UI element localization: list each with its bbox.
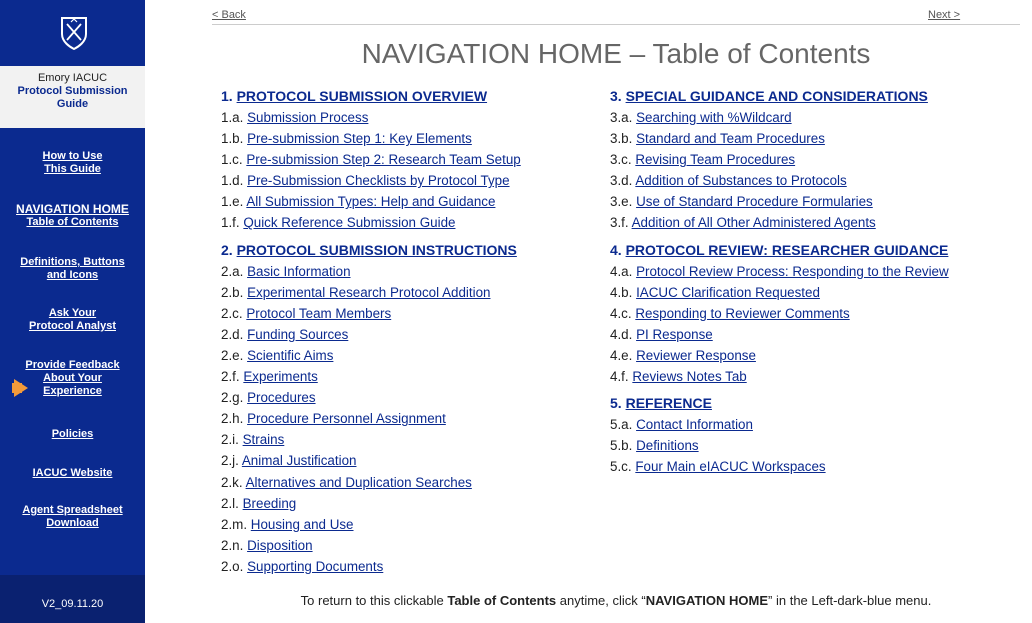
section-heading bbox=[221, 240, 601, 261]
toc-item-number: 2.f. bbox=[221, 369, 240, 385]
toc-item-number: 1.f. bbox=[221, 215, 240, 231]
toc-item bbox=[610, 366, 1020, 387]
section-heading bbox=[610, 86, 1020, 107]
guide-title-name: Protocol Submission Guide bbox=[17, 85, 128, 110]
section-heading bbox=[610, 393, 1020, 414]
footer-text: To return to this clickable bbox=[300, 593, 448, 608]
toc-item bbox=[221, 387, 601, 408]
toc-item bbox=[221, 303, 601, 324]
sidebar-link-line: Table of Contents bbox=[26, 216, 119, 228]
toc-item bbox=[610, 170, 1020, 191]
toc-item-number: 2.b. bbox=[221, 284, 244, 300]
toc-item-link[interactable]: Contact Information bbox=[636, 417, 753, 433]
toc-item-link[interactable]: Experiments bbox=[243, 369, 318, 385]
toc-item bbox=[221, 493, 601, 514]
toc-item-link[interactable]: Supporting Documents bbox=[247, 558, 384, 574]
toc-item-link[interactable]: Reviewer Response bbox=[636, 347, 756, 363]
toc-item bbox=[221, 408, 601, 429]
section-number: 4. bbox=[610, 241, 622, 258]
toc-item-link[interactable]: Four Main eIACUC Workspaces bbox=[635, 459, 826, 475]
section-heading bbox=[221, 86, 601, 107]
toc-item-link[interactable]: IACUC Clarification Requested bbox=[636, 284, 820, 300]
toc-item-number: 3.f. bbox=[610, 215, 629, 231]
toc-item bbox=[221, 514, 601, 535]
toc-item-number: 3.b. bbox=[610, 131, 633, 147]
toc-item bbox=[221, 212, 601, 233]
toc-item bbox=[221, 429, 601, 450]
toc-item-number: 1.d. bbox=[221, 173, 244, 189]
footer-text: ” in the Left-dark-blue menu. bbox=[768, 593, 932, 608]
toc-item bbox=[221, 261, 601, 282]
toc-item bbox=[610, 282, 1020, 303]
toc-item bbox=[610, 191, 1020, 212]
toc-item-number: 2.a. bbox=[221, 263, 244, 279]
section-title-link[interactable]: REFERENCE bbox=[625, 395, 712, 412]
toc-item-link[interactable]: Breeding bbox=[242, 495, 297, 511]
footer-text: anytime, click “ bbox=[556, 593, 646, 608]
toc-item-number: 2.k. bbox=[221, 474, 243, 490]
toc-item-link[interactable]: Addition of Substances to Protocols bbox=[635, 173, 847, 189]
toc-item-number: 2.o. bbox=[221, 558, 244, 574]
sidebar-link-definitions[interactable] bbox=[0, 256, 145, 282]
shield-icon bbox=[60, 16, 88, 50]
toc-item-number: 1.a. bbox=[221, 110, 244, 125]
toc-item-link[interactable]: Procedures bbox=[247, 390, 316, 406]
toc-item-number: 2.j. bbox=[221, 453, 239, 469]
toc-item bbox=[221, 170, 601, 191]
toc-item-number: 4.e. bbox=[610, 347, 633, 363]
toc-item-number: 5.b. bbox=[610, 438, 633, 454]
toc-item bbox=[221, 535, 601, 556]
toc-item-number: 1.b. bbox=[221, 131, 244, 147]
toc-item bbox=[221, 366, 601, 387]
sidebar-link-line: How to Use bbox=[42, 150, 103, 162]
toc-item bbox=[221, 556, 601, 577]
toc-item-link[interactable]: Basic Information bbox=[247, 263, 351, 279]
toc-item bbox=[610, 303, 1020, 324]
sidebar-link-line: IACUC Website bbox=[32, 467, 113, 479]
toc-item bbox=[221, 107, 601, 128]
section-number: 3. bbox=[610, 88, 622, 104]
toc-item-number: 2.h. bbox=[221, 411, 244, 427]
header-divider bbox=[212, 24, 1020, 25]
toc-item-link[interactable]: Submission Process bbox=[247, 110, 369, 125]
toc-item bbox=[610, 456, 1020, 477]
section-title-link[interactable]: PROTOCOL SUBMISSION OVERVIEW bbox=[236, 88, 488, 104]
toc-item-number: 2.d. bbox=[221, 326, 244, 342]
toc-item-link[interactable]: Pre-Submission Checklists by Protocol Type bbox=[247, 173, 510, 189]
sidebar-link-line: Provide Feedback bbox=[25, 359, 120, 371]
toc-item-number: 4.a. bbox=[610, 263, 633, 279]
sidebar-link-line: Ask Your bbox=[48, 307, 97, 319]
toc-item bbox=[221, 191, 601, 212]
toc-item-number: 4.c. bbox=[610, 305, 632, 321]
section-number: 5. bbox=[610, 395, 622, 412]
toc-item-link[interactable]: Pre-submission Step 1: Key Elements bbox=[247, 131, 472, 147]
guide-title-org: Emory IACUC bbox=[37, 72, 108, 84]
sidebar-link-line: Download bbox=[46, 517, 99, 529]
toc-item bbox=[610, 107, 1020, 128]
toc-item-number: 2.l. bbox=[221, 495, 239, 511]
sidebar-link-iacuc-website[interactable] bbox=[0, 467, 145, 480]
toc-item-number: 2.m. bbox=[221, 516, 248, 532]
footer-bold-nav: NAVIGATION HOME bbox=[645, 593, 769, 608]
toc-item-link[interactable]: Pre-submission Step 2: Research Team Setup bbox=[246, 152, 521, 168]
toc-item-link[interactable]: Standard and Team Procedures bbox=[636, 131, 825, 147]
toc-item bbox=[221, 345, 601, 366]
sidebar-link-line: Definitions, Buttons bbox=[20, 256, 125, 268]
toc-item bbox=[610, 149, 1020, 170]
toc-item bbox=[610, 261, 1020, 282]
toc-item-link[interactable]: Experimental Research Protocol Addition bbox=[247, 284, 491, 300]
toc-item-link[interactable]: Addition of All Other Administered Agents bbox=[631, 215, 876, 231]
toc-item-number: 2.n. bbox=[221, 537, 244, 553]
sidebar-link-line: Agent Spreadsheet bbox=[22, 504, 123, 516]
toc-item-link[interactable]: PI Response bbox=[636, 326, 713, 342]
sidebar-link-policies[interactable] bbox=[0, 428, 145, 441]
toc-item-link[interactable]: Quick Reference Submission Guide bbox=[243, 215, 456, 231]
toc-item bbox=[610, 324, 1020, 345]
toc-item-number: 3.e. bbox=[610, 194, 633, 210]
toc-item-link[interactable]: Protocol Review Process: Responding to the Review bbox=[636, 263, 949, 279]
toc-item-number: 2.g. bbox=[221, 390, 244, 406]
toc-item bbox=[221, 324, 601, 345]
sidebar-link-how-to-use[interactable] bbox=[0, 150, 145, 176]
toc-item-number: 4.b. bbox=[610, 284, 633, 300]
toc-item-number: 3.d. bbox=[610, 173, 633, 189]
guide-title-box bbox=[0, 66, 145, 128]
toc-item-link[interactable]: Responding to Reviewer Comments bbox=[635, 305, 850, 321]
toc-item-number: 2.e. bbox=[221, 347, 244, 363]
sidebar-link-ask-analyst[interactable] bbox=[0, 307, 145, 333]
sidebar-link-navigation-home[interactable] bbox=[0, 203, 145, 229]
sidebar-link-line: and Icons bbox=[46, 269, 99, 281]
toc-item bbox=[221, 149, 601, 170]
toc-item-number: 4.f. bbox=[610, 369, 629, 385]
sidebar-link-agent-spreadsheet[interactable] bbox=[0, 504, 145, 530]
toc-item bbox=[610, 128, 1020, 149]
toc-item bbox=[610, 345, 1020, 366]
toc-item-number: 3.c. bbox=[610, 152, 632, 168]
toc-item-link[interactable]: Protocol Team Members bbox=[246, 305, 392, 321]
section-title-link[interactable]: PROTOCOL REVIEW: RESEARCHER GUIDANCE bbox=[625, 241, 949, 258]
toc-item-link[interactable]: Funding Sources bbox=[247, 326, 349, 342]
version-label: V2_09.11.20 bbox=[41, 598, 104, 610]
toc-item-number: 5.a. bbox=[610, 417, 633, 433]
toc-item-link[interactable]: Procedure Personnel Assignment bbox=[247, 411, 446, 427]
toc-item-link[interactable]: Revising Team Procedures bbox=[635, 152, 796, 168]
toc-item-link[interactable]: Definitions bbox=[636, 438, 699, 454]
toc-item-number: 4.d. bbox=[610, 326, 633, 342]
toc-item-link[interactable]: Disposition bbox=[247, 537, 313, 553]
toc-item-link[interactable]: Use of Standard Procedure Formularies bbox=[636, 194, 873, 210]
toc-item-link[interactable]: Housing and Use bbox=[250, 516, 354, 532]
toc-item-link[interactable]: Alternatives and Duplication Searches bbox=[245, 474, 472, 490]
section-number: 2. bbox=[221, 241, 233, 258]
sidebar-link-line: This Guide bbox=[44, 163, 101, 175]
toc-item bbox=[610, 414, 1020, 435]
footer-bold-toc: Table of Contents bbox=[447, 593, 557, 608]
toc-item-number: 2.i. bbox=[221, 432, 239, 448]
toc-column-right bbox=[610, 86, 1020, 477]
toc-item bbox=[221, 450, 601, 471]
emory-logo bbox=[12, 12, 134, 62]
toc-item-link[interactable]: All Submission Types: Help and Guidance bbox=[246, 194, 496, 210]
section-title-link[interactable]: PROTOCOL SUBMISSION INSTRUCTIONS bbox=[236, 241, 517, 258]
next-link[interactable]: Next > bbox=[928, 9, 961, 21]
toc-item bbox=[610, 435, 1020, 456]
section-heading bbox=[610, 240, 1020, 261]
section-title-link[interactable]: SPECIAL GUIDANCE AND CONSIDERATIONS bbox=[625, 88, 928, 104]
toc-item-link[interactable]: Animal Justification bbox=[241, 453, 357, 469]
toc-item-link[interactable]: Searching with %Wildcard bbox=[636, 110, 792, 125]
toc-column-left bbox=[221, 86, 601, 577]
sidebar-link-line: Protocol Analyst bbox=[29, 320, 116, 332]
section-number: 1. bbox=[221, 88, 233, 104]
toc-item-number: 1.e. bbox=[221, 194, 244, 210]
sidebar-link-line: About Your bbox=[43, 372, 102, 384]
toc-item-link[interactable]: Reviews Notes Tab bbox=[632, 369, 747, 385]
page-title: NAVIGATION HOME – Table of Contents bbox=[361, 38, 871, 69]
toc-item bbox=[221, 472, 601, 493]
arrow-right-icon bbox=[14, 379, 28, 397]
toc-item-link[interactable]: Scientific Aims bbox=[247, 347, 334, 363]
toc-item-number: 5.c. bbox=[610, 459, 632, 475]
sidebar-link-line: Experience bbox=[43, 385, 102, 397]
back-link[interactable]: < Back bbox=[212, 9, 246, 21]
toc-item-number: 3.a. bbox=[610, 110, 633, 125]
sidebar-link-line: Policies bbox=[51, 428, 94, 440]
toc-item bbox=[221, 128, 601, 149]
toc-item-link[interactable]: Strains bbox=[242, 432, 285, 448]
sidebar-link-line: NAVIGATION HOME bbox=[16, 202, 129, 216]
toc-item bbox=[221, 282, 601, 303]
footer-note bbox=[212, 593, 1020, 608]
toc-item-number: 1.c. bbox=[221, 152, 243, 168]
toc-item bbox=[610, 212, 1020, 233]
toc-item-number: 2.c. bbox=[221, 305, 243, 321]
